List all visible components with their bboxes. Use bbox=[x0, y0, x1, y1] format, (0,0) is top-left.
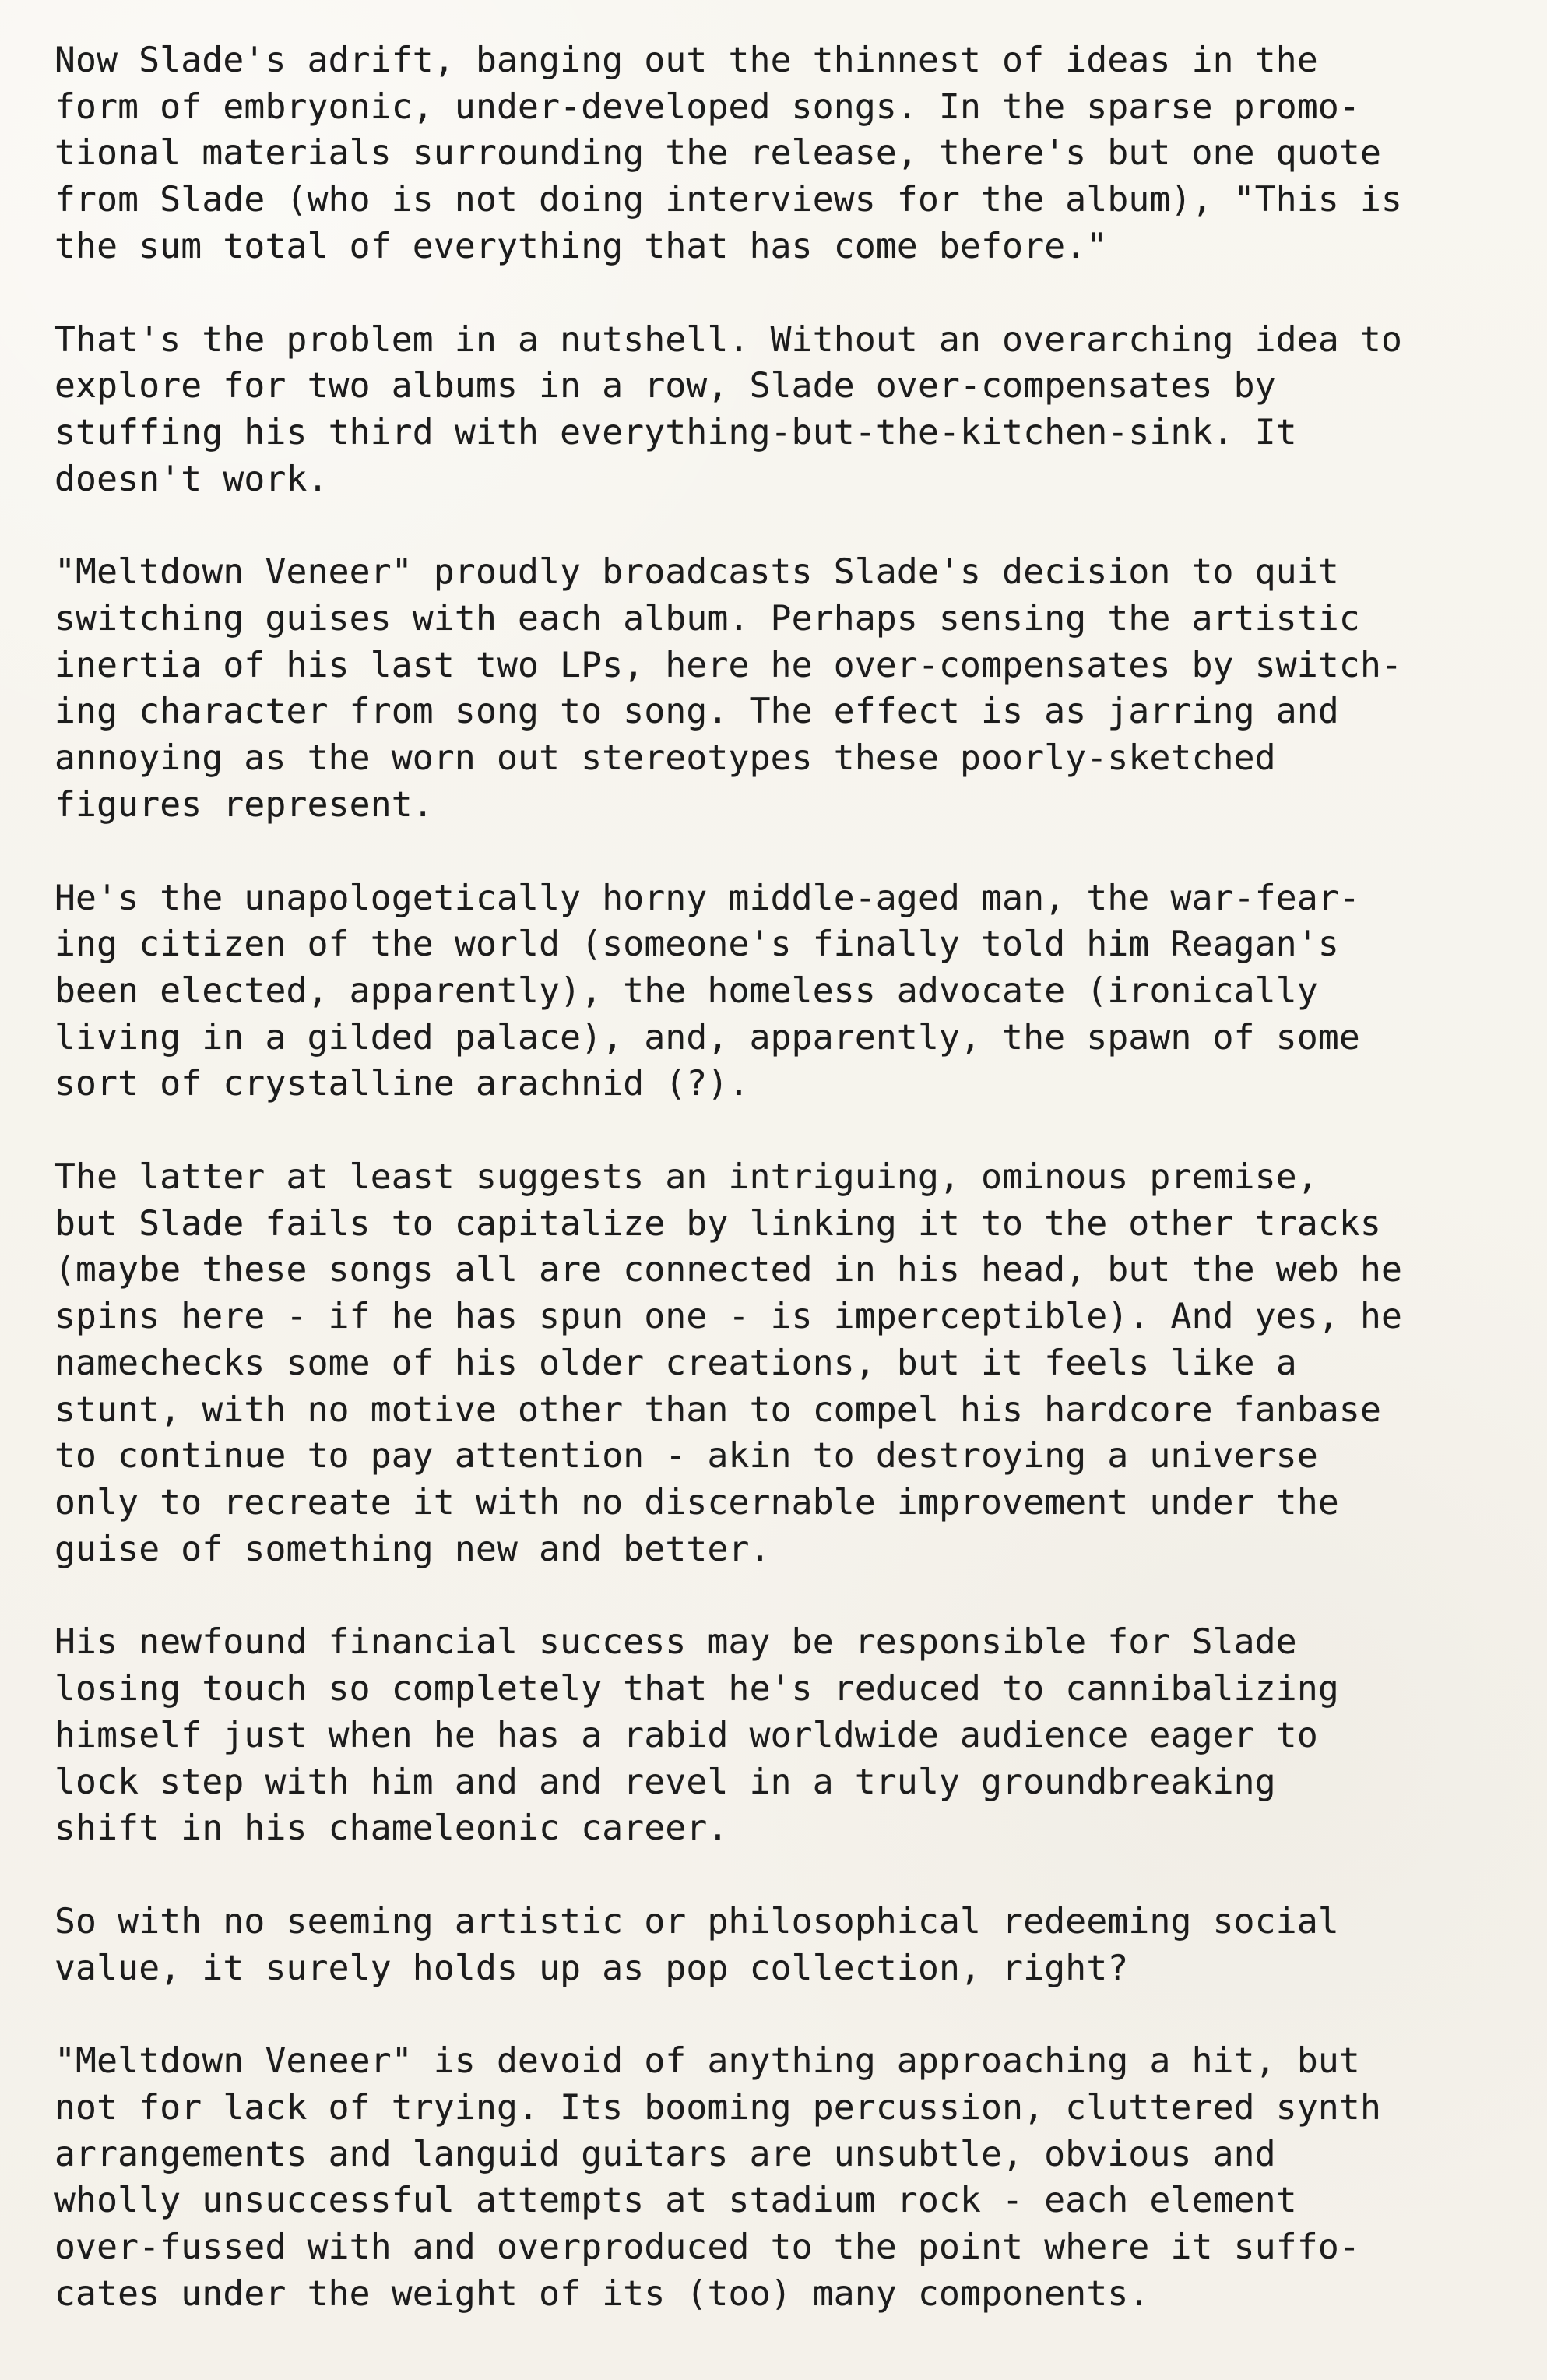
paragraph-4: He's the unapologetically horny middle-aged man, the war-fear- ing citizen of the world (someone's finally told him Reagan's been elected, apparently), the homeless advocate (ironically living in a gilded palace), and, apparently, the spawn of some sort of crystalline arachnid (?). bbox=[54, 877, 1360, 1104]
paragraph-2: That's the problem in a nutshell. Without an overarching idea to explore for two albums in a row, Slade over-compensates by stuffing his third with everything-but-the-kitchen-sink. It doesn't work. bbox=[54, 319, 1403, 499]
typed-review-text bbox=[54, 37, 1503, 2318]
paragraph-7: So with no seeming artistic or philosophical redeeming social value, it surely holds up as pop collection, right? bbox=[54, 1900, 1339, 1988]
paragraph-5: The latter at least suggests an intriguing, ominous premise, but Slade fails to capitalize by linking it to the other tracks (maybe these songs all are connected in his head, but the web he spins here - if he has spun one - is imperceptible). And yes, he namechecks some of his older creations, but it feels like a stunt, with no motive other than to compel his hardcore fanbase to continue to pay attention - akin to destroying a universe only to recreate it with no discernable improvement under the guise of something new and better. bbox=[54, 1157, 1403, 1569]
paragraph-1: Now Slade's adrift, banging out the thinnest of ideas in the form of embryonic, under-developed songs. In the sparse promo- tional materials surrounding the release, there's but one quote from Slade (who is not doing interviews for the album), "This is the sum total of everything that has come before." bbox=[54, 40, 1403, 266]
paragraph-3: "Meltdown Veneer" proudly broadcasts Slade's decision to quit switching guises with each album. Perhaps sensing the artistic inertia of his last two LPs, here he over-compensates by switch- ing character from song to song. The effect is as jarring and annoying as the worn out stereotypes these poorly-sketched figures represent. bbox=[54, 551, 1403, 825]
paragraph-8: "Meltdown Veneer" is devoid of anything approaching a hit, but not for lack of trying. Its booming percussion, cluttered synth arrangements and languid guitars are unsubtle, obvious and wholly unsuccessful attempts at stadium rock - each element over-fussed with and overproduced to the point where it suffo- cates under the weight of its (too) many components. bbox=[54, 2040, 1382, 2314]
paragraph-6: His newfound financial success may be responsible for Slade losing touch so completely that he's reduced to cannibalizing himself just when he has a rabid worldwide audience eager to lock step with him and and revel in a truly groundbreaking shift in his chameleonic career. bbox=[54, 1621, 1339, 1849]
